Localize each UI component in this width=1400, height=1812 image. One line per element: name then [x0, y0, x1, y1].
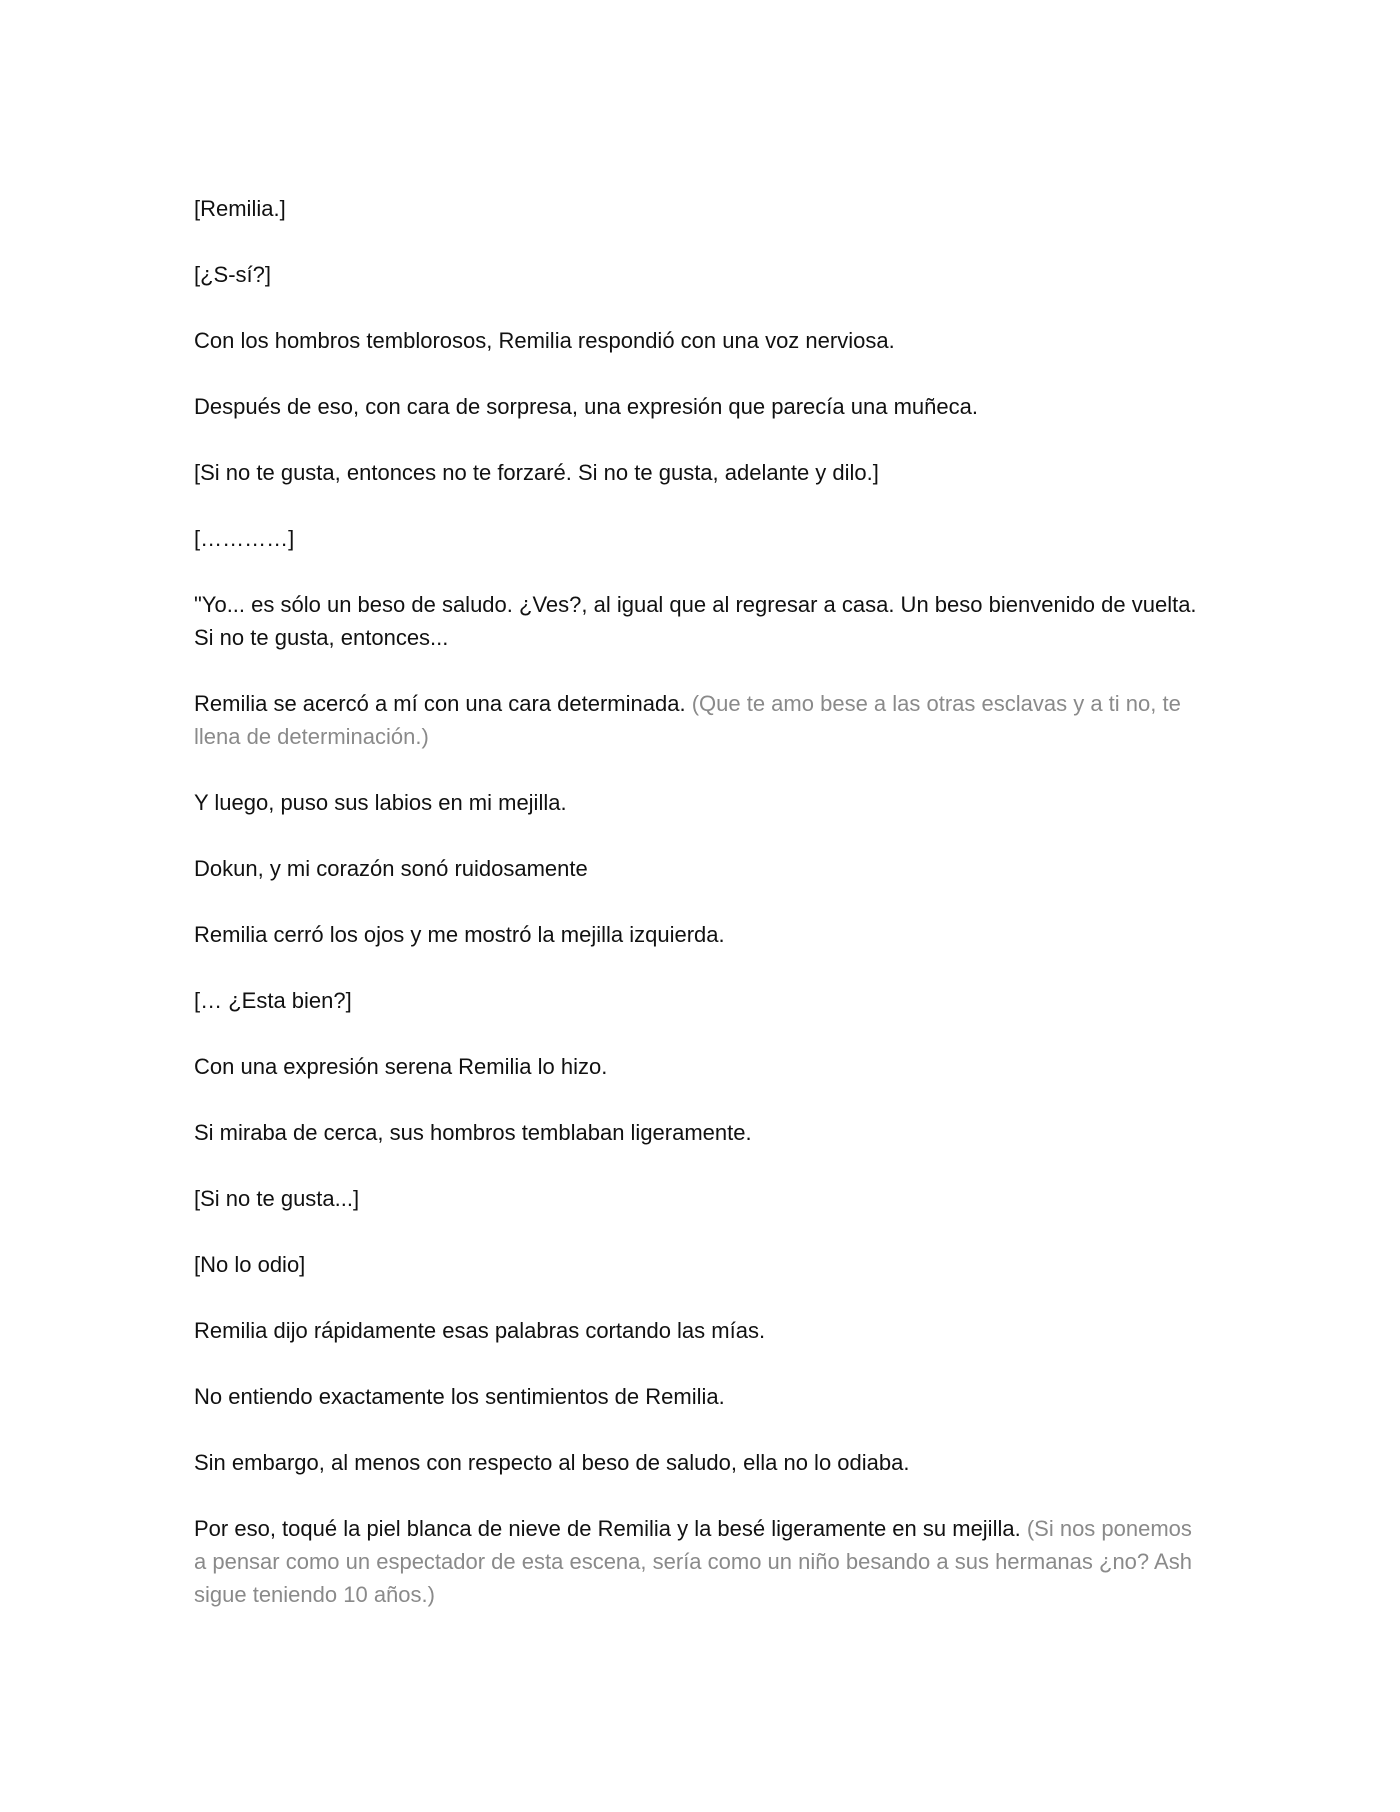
paragraph-text: Remilia se acercó a mí con una cara determinada. [194, 691, 686, 716]
paragraph-text: [Si no te gusta...] [194, 1186, 360, 1211]
paragraph-text: Dokun, y mi corazón sonó ruidosamente [194, 856, 588, 881]
paragraph-text: No entiendo exactamente los sentimientos de Remilia. [194, 1384, 725, 1409]
dialogue-line [194, 258, 1204, 291]
dialogue-line [194, 588, 1204, 654]
document-body [194, 192, 1204, 1644]
narration-paragraph [194, 687, 1204, 753]
narration-paragraph [194, 786, 1204, 819]
narration-paragraph [194, 1116, 1204, 1149]
paragraph-text: Con una expresión serena Remilia lo hizo. [194, 1054, 608, 1079]
narration-paragraph [194, 1314, 1204, 1347]
narration-paragraph [194, 918, 1204, 951]
narration-paragraph [194, 1050, 1204, 1083]
narration-paragraph [194, 390, 1204, 423]
translator-note: (Que te amo bese a las otras esclavas y a ti no, te llena de determinación.) [194, 691, 1181, 749]
paragraph-text: "Yo... es sólo un beso de saludo. ¿Ves?, al igual que al regresar a casa. Un beso bienvenido de vuelta. Si no te gusta, entonces... [194, 592, 1197, 650]
paragraph-text: Por eso, toqué la piel blanca de nieve de Remilia y la besé ligeramente en su mejilla. [194, 1516, 1021, 1541]
narration-paragraph [194, 1380, 1204, 1413]
paragraph-text: Remilia cerró los ojos y me mostró la mejilla izquierda. [194, 922, 725, 947]
narration-paragraph [194, 324, 1204, 357]
translator-note: (Si nos ponemos a pensar como un espectador de esta escena, sería como un niño besando a sus hermanas ¿no? Ash sigue teniendo 10 años.) [194, 1516, 1192, 1607]
dialogue-line [194, 192, 1204, 225]
dialogue-line [194, 456, 1204, 489]
dialogue-line [194, 984, 1204, 1017]
dialogue-line [194, 1248, 1204, 1281]
paragraph-text: [No lo odio] [194, 1252, 306, 1277]
paragraph-text: Con los hombros temblorosos, Remilia respondió con una voz nerviosa. [194, 328, 895, 353]
paragraph-text: [¿S-sí?] [194, 262, 272, 287]
paragraph-text: [… ¿Esta bien?] [194, 988, 352, 1013]
dialogue-line [194, 1182, 1204, 1215]
narration-paragraph [194, 852, 1204, 885]
paragraph-text: [Si no te gusta, entonces no te forzaré. Si no te gusta, adelante y dilo.] [194, 460, 879, 485]
paragraph-text: [Remilia.] [194, 196, 286, 221]
dialogue-line [194, 522, 1204, 555]
narration-paragraph [194, 1512, 1204, 1611]
paragraph-text: Remilia dijo rápidamente esas palabras cortando las mías. [194, 1318, 766, 1343]
paragraph-text: Si miraba de cerca, sus hombros temblaban ligeramente. [194, 1120, 752, 1145]
paragraph-text: Sin embargo, al menos con respecto al beso de saludo, ella no lo odiaba. [194, 1450, 910, 1475]
paragraph-text: Después de eso, con cara de sorpresa, una expresión que parecía una muñeca. [194, 394, 978, 419]
paragraph-text: […………] [194, 526, 295, 551]
narration-paragraph [194, 1446, 1204, 1479]
paragraph-text: Y luego, puso sus labios en mi mejilla. [194, 790, 567, 815]
